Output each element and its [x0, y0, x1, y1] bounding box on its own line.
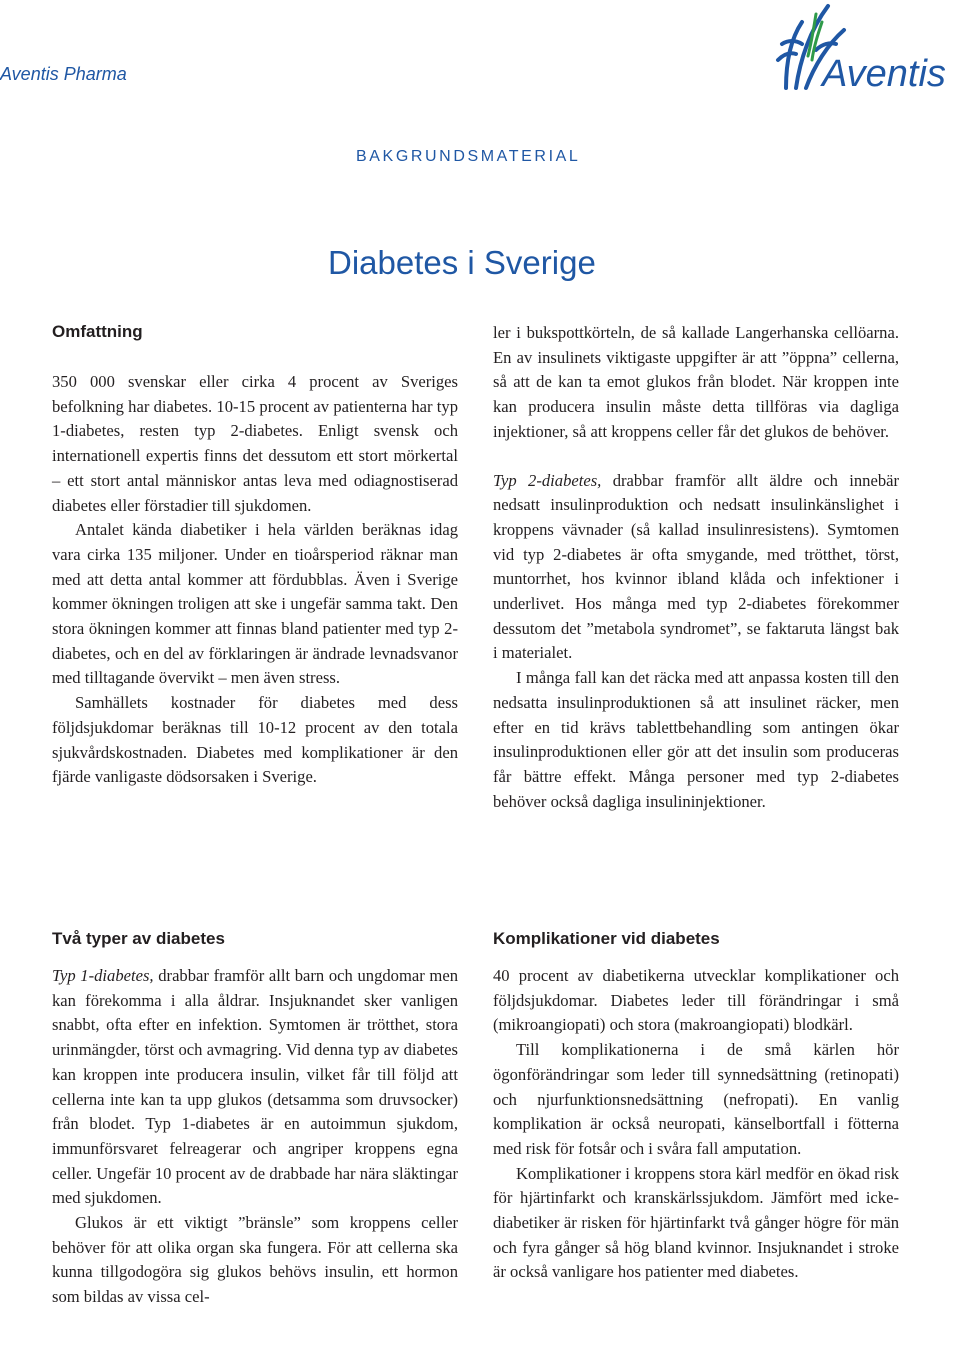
section-typer — [52, 964, 458, 1310]
section-omfattning — [52, 370, 458, 790]
section-komplikationer — [493, 964, 899, 1285]
section-heading-typer: Två typer av diabetes — [52, 929, 225, 948]
paragraph: I många fall kan det räcka med att anpassa kosten till den nedsatta insulinproduktionen så att insulinet räcker, men efter en tid krävs tablettbehandling som antingen ökar insulinproduktionen eller gör att det insulin som produceras får bättre effekt. Många personer med typ 2-diabetes behöver också dagliga insulininjektioner. — [493, 668, 899, 811]
section-heading-omfattning: Omfattning — [52, 322, 143, 341]
aventis-logo — [756, 0, 960, 96]
paragraph: Antalet kända diabetiker i hela världen beräknas idag vara cirka 135 miljoner. Under en tioårsperiod räknar man med att detta antal kommer att fördubblas. Även i Sverige kommer ökningen troligen att ske i ungefär samma takt. Den stora ökningen kommer att finnas bland patienter med typ 2-diabetes, och en del av förklaringen är ändrade levnadsvanor med tilltagande övervikt – men även stress. — [52, 520, 458, 688]
paragraph-typ1 — [52, 964, 458, 1211]
typ1-lead: Typ 1-diabetes, — [52, 966, 154, 985]
paragraph: 40 procent av diabetikerna utvecklar komplikationer och följdsjukdomar. Diabetes leder till förändringar i små (mikroangiopati) och stora (makroangiopati) blodkärl. — [493, 966, 899, 1035]
typ2-text: drabbar framför allt äldre och innebär nedsatt insulinproduktion och nedsatt insulinkänslighet i kroppens vävnader (så kallad insulinresistens). Symtomen vid typ 2-diabetes är ofta smygande, med trötthet, törst, muntorrhet, hos kvinnor ibland klåda och infektioner i underlivet. Hos många med typ 2-diabetes förekommer dessutom det ”metabola syndromet”, se faktaruta längst bak i materialet. — [493, 470, 900, 663]
section-right-top — [493, 321, 899, 814]
paragraph: Till komplikationerna i de små kärlen hör ögonförändringar som leder till synnedsättning (retinopati) och njurfunktionsnedsättning (nefropati). En vanlig komplikation är också neuropati, känselbortfall i fötterna med risk för fotsår och i svåra fall amputation. — [493, 1040, 899, 1158]
typ2-lead: Typ 2-diabetes, — [493, 470, 602, 490]
paragraph: Samhällets kostnader för diabetes med dess följdsjukdomar beräknas till 10-12 procent av den totala sjukvårdskostnaden. Diabetes med komplikationer är den fjärde vanligaste dödsorsaken i Sverige. — [52, 693, 458, 787]
paragraph: Glukos är ett viktigt ”bränsle” som kroppens celler behöver för att olika organ ska fungera. För att cellerna ska kunna tillgodogöra sig glukos behövs insulin, ett hormon som bildas av vissa cel- — [52, 1213, 458, 1307]
document-kicker: BAKGRUNDSMATERIAL — [356, 148, 581, 165]
paragraph-typ2 — [493, 469, 899, 667]
page-title: Diabetes i Sverige — [328, 244, 596, 281]
company-name: Aventis Pharma — [0, 64, 127, 84]
paragraph: 350 000 svenskar eller cirka 4 procent av Sveriges befolkning har diabetes. 10-15 procent av patienterna har typ 1-diabetes, resten typ 2-diabetes. Enligt svensk och internationell expertis finns det dessutom ett stort mörkertal – ett stort antal människor antas leva med odiagnostiserad diabetes eller förstadier till sjukdomen. — [52, 372, 458, 515]
typ1-text: drabbar framför allt barn och ungdomar men kan förekomma i alla åldrar. Insjuknandet sker vanligen snabbt, ofta efter en infektion. Symtomen är trötthet, stora urinmängder, törst och avmagring. Vid denna typ av diabetes kan kroppen inte producera insulin, vilket får till följd att cellerna inte kan ta upp glukos (detsamma som druvsocker) från blodet. Typ 1-diabetes är en autoimmun sjukdom, immunförsvaret felreagerar och angriper kroppens egna celler. Ungefär 10 procent av de drabbade har nära släktingar med sjukdomen. — [52, 966, 458, 1208]
section-heading-komplikationer: Komplikationer vid diabetes — [493, 929, 720, 948]
paragraph: Komplikationer i kroppens stora kärl medför en ökad risk för hjärtinfarkt och kranskärlssjukdom. Jämfört med icke-diabetiker är risken för hjärtinfarkt två gånger högre för män och fyra gånger så hög bland kvinnor. Insjuknandet i stroke är också vanligare hos patienter med diabetes. — [493, 1163, 899, 1282]
logo-wordmark: Aventis — [822, 53, 946, 95]
paragraph: ler i bukspottkörteln, de så kallade Langerhanska cellöarna. En av insulinets viktigaste uppgifter är att ”öppna” cellerna, så att de kan ta emot glukos från blodet. När kroppen inte kan producera insulin måste detta tillföras via dagliga injektioner, så att kroppens celler får det glukos de behöver. — [493, 323, 899, 441]
